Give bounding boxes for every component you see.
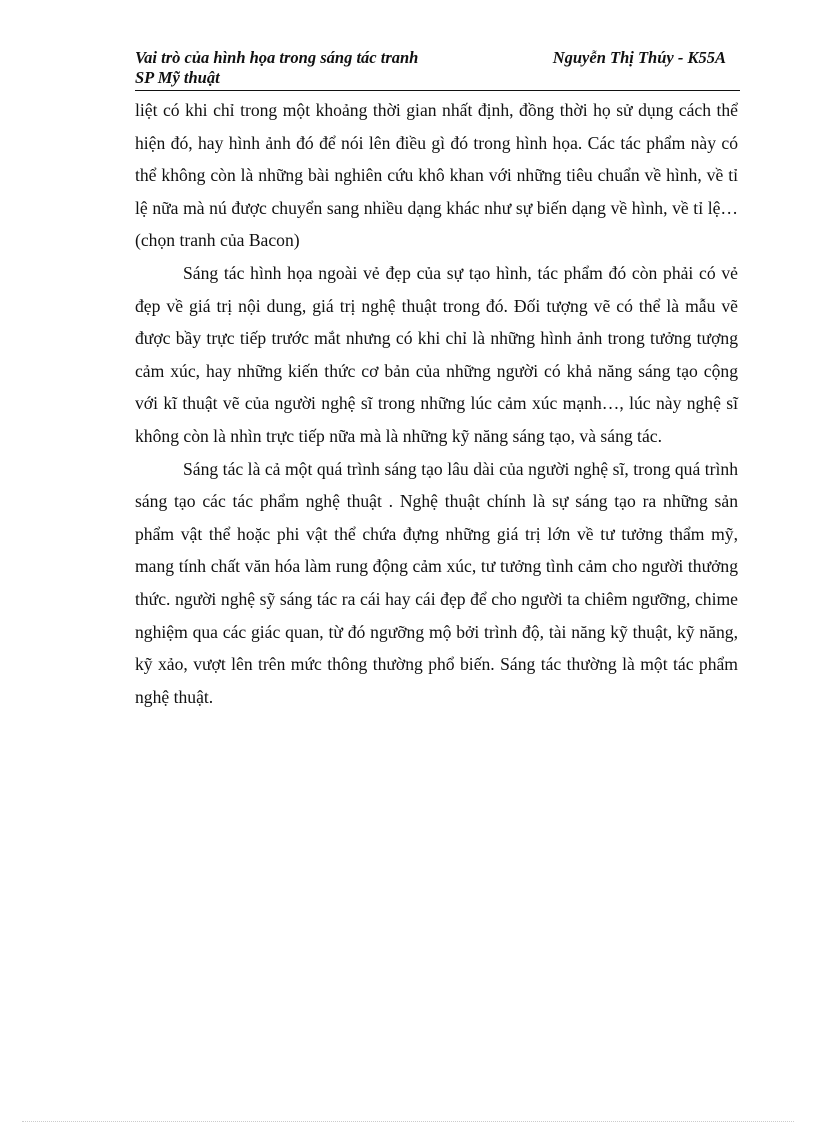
paragraph: Sáng tác hình họa ngoài vẻ đẹp của sự tạo hình, tác phẩm đó còn phải có vẻ đẹp về giá trị nội dung, giá trị nghệ thuật trong đó. Đối tượng vẽ có thể là mẫu vẽ được bầy trực tiếp trước mắt nhưng có khi chỉ là những hình ảnh trong tưởng tượng cảm xúc, hay những kiến thức cơ bản của những người có khả năng sáng tạo cộng với kĩ thuật vẽ của người nghệ sĩ trong những lúc cảm xúc mạnh…, lúc này nghệ sĩ không còn là nhìn trực tiếp nữa mà là những kỹ năng sáng tạo, và sáng tác. [135,262,738,446]
header-title-line1: Vai trò của hình họa trong sáng tác tranh [135,48,419,67]
header-title [135,48,515,88]
page-header [135,48,740,91]
document-body [135,94,738,713]
paragraph-continuation: liệt có khi chỉ trong một khoảng thời gian nhất định, đồng thời họ sử dụng cách thể hiện đó, hay hình ảnh đó để nói lên điều gì đó trong hình họa. Các tác phẩm này có thể không còn là những bài nghiên cứu khô khan với những tiêu chuẩn về hình, về tỉ lệ nữa mà nú được chuyển sang nhiều dạng khác như sự biến dạng về hình, về tỉ lệ…(chọn tranh của Bacon) [135,100,738,251]
header-author: Nguyễn Thị Thúy - K55A [552,48,726,67]
page-bottom-rule [22,1121,794,1122]
paragraph: Sáng tác là cả một quá trình sáng tạo lâu dài của người nghệ sĩ, trong quá trình sáng tạo các tác phẩm nghệ thuật . Nghệ thuật chính là sự sáng tạo ra những sản phẩm vật thể hoặc phi vật thể chứa đựng những giá trị lớn về tư tưởng thẩm mỹ, mang tính chất văn hóa làm rung động cảm xúc, tư tưởng tình cảm cho người thưởng thức. người nghệ sỹ sáng tác ra cái hay cái đẹp để cho người ta chiêm ngưỡng, chime nghiệm qua các giác quan, từ đó ngưỡng mộ bởi trình độ, tài năng kỹ thuật, kỹ năng, kỹ xảo, vượt lên trên mức thông thường phổ biến. Sáng tác thường là một tác phẩm nghệ thuật. [135,458,738,707]
header-title-line2: SP Mỹ thuật [135,68,220,87]
